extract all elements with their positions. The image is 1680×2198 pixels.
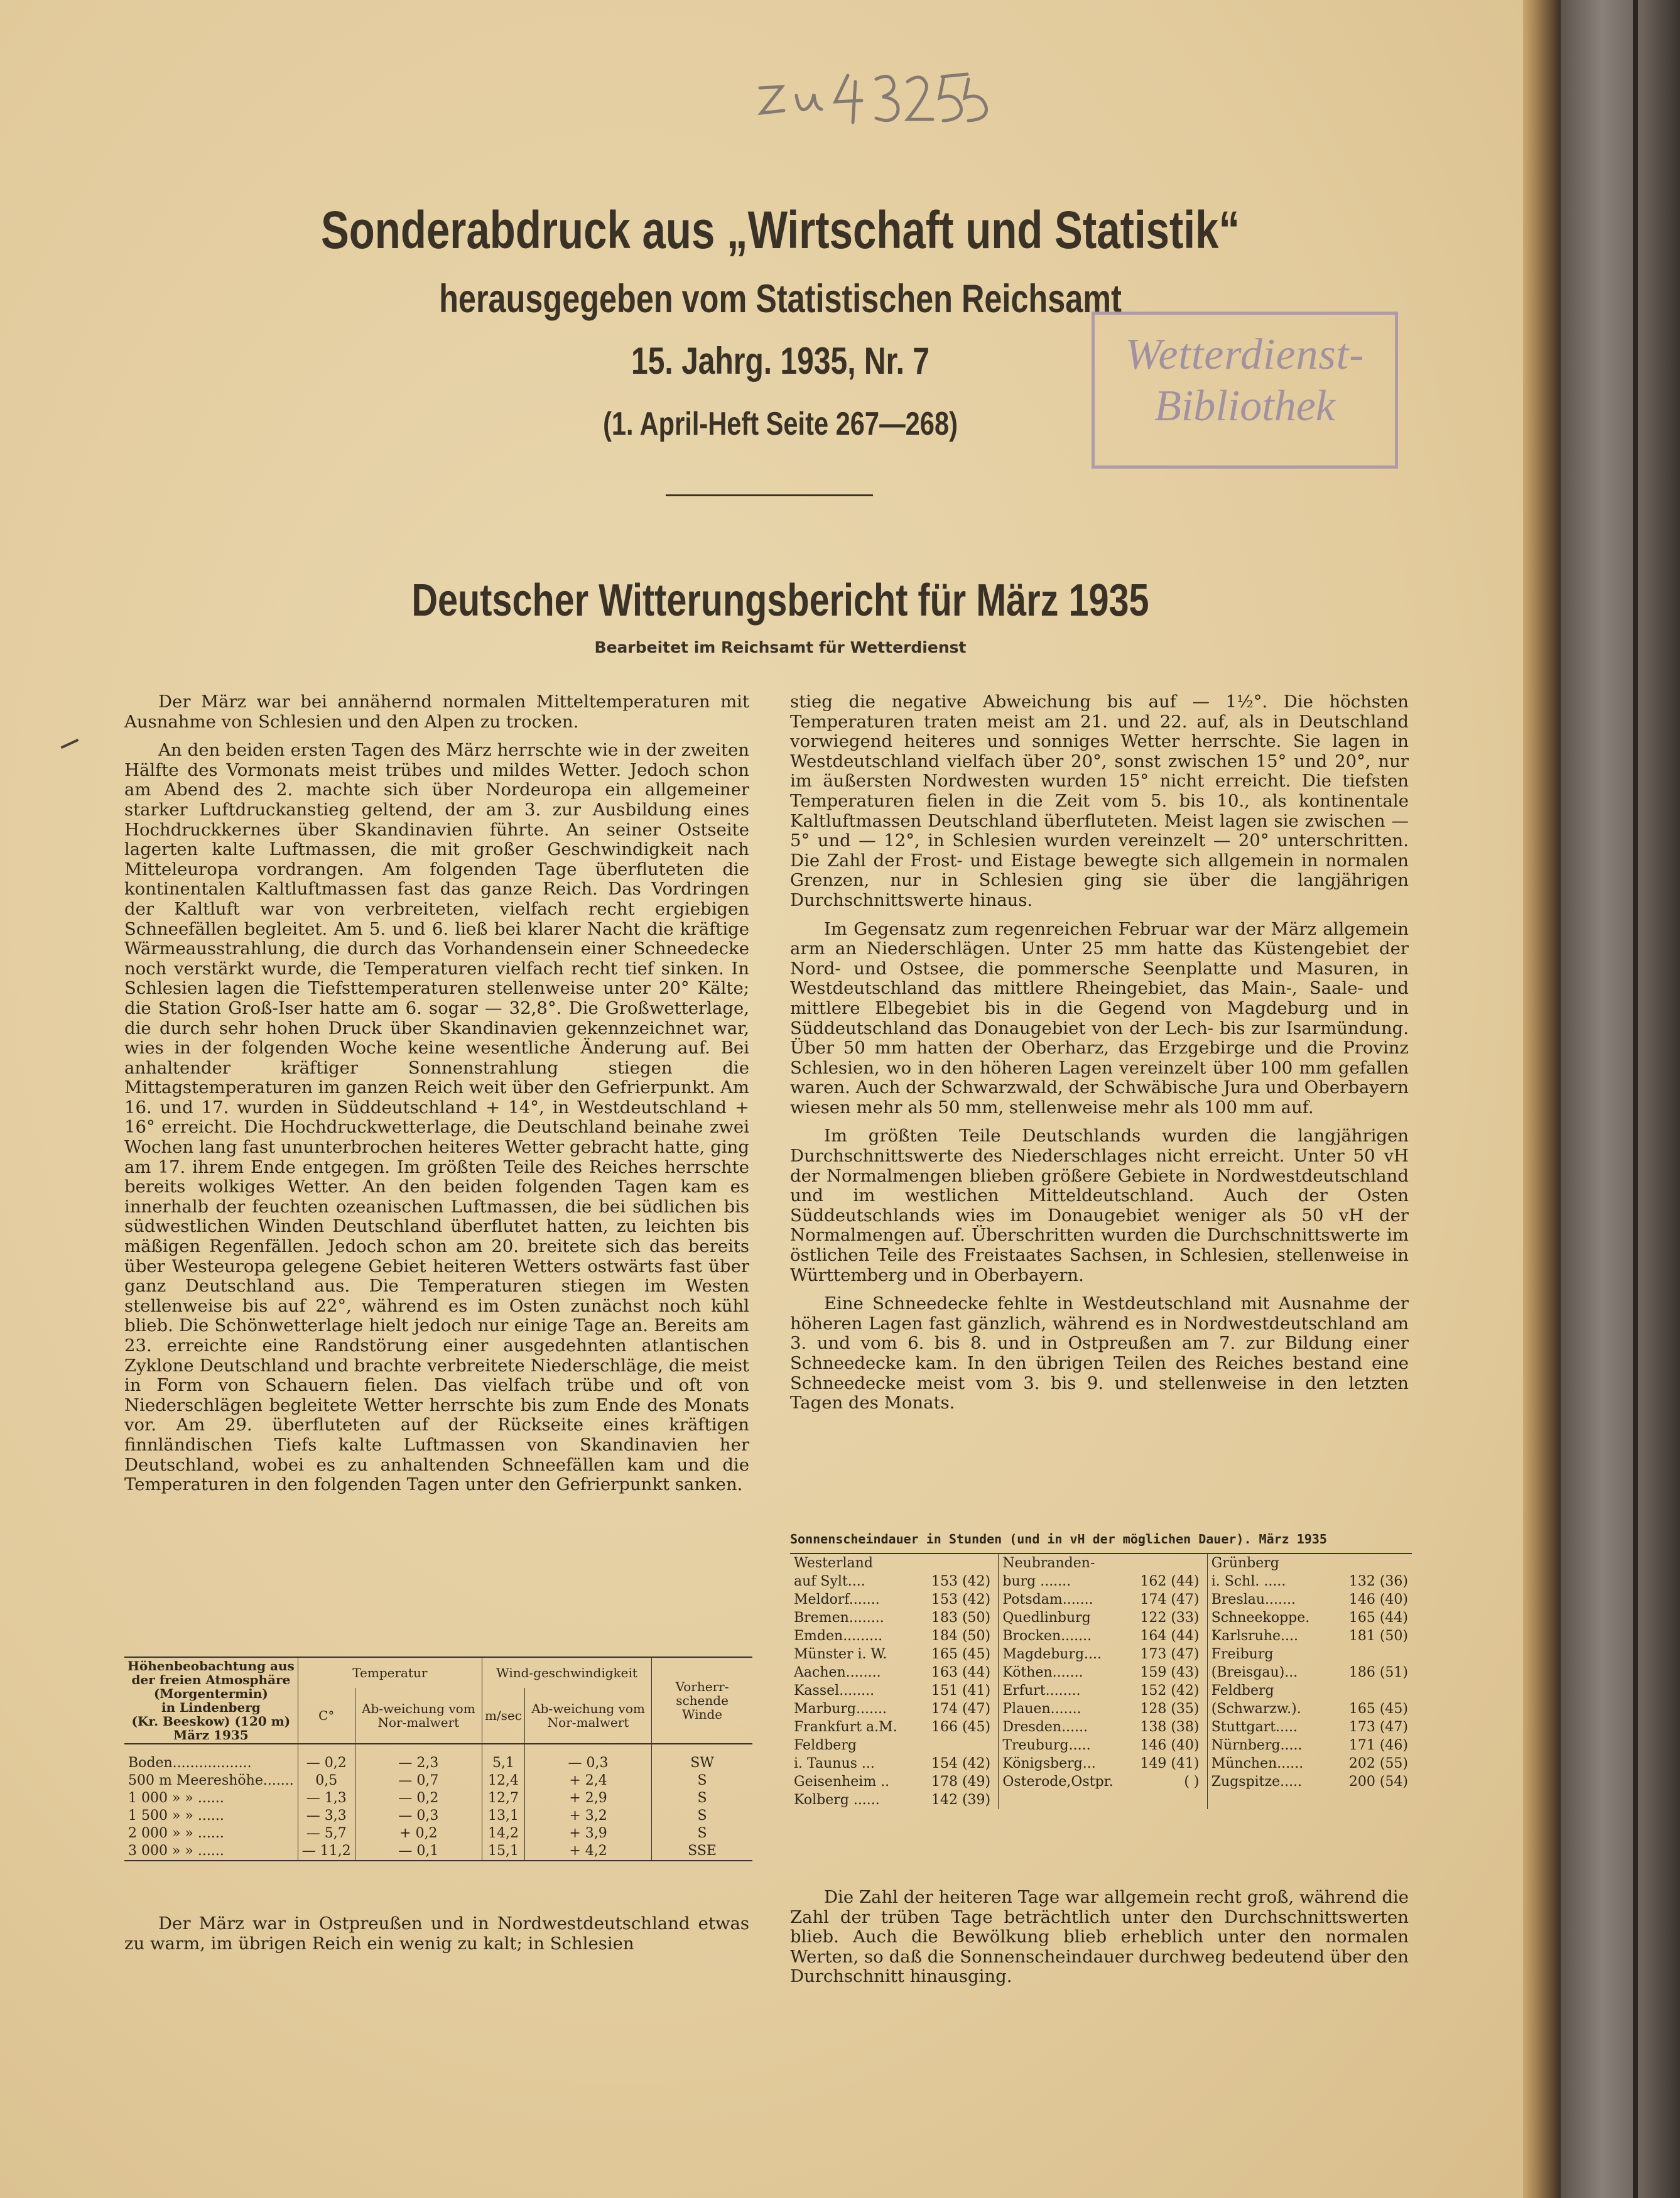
sunshine-value: 184 (50) bbox=[931, 1628, 991, 1644]
table-head-ms: m/sec bbox=[482, 1688, 524, 1744]
sunshine-value: 162 (44) bbox=[1140, 1574, 1200, 1589]
sunshine-value bbox=[1339, 1645, 1412, 1663]
stamp-line-1: Wetterdienst- bbox=[1125, 330, 1365, 379]
column-separator bbox=[1203, 1591, 1208, 1609]
sunshine-value: 166 (45) bbox=[931, 1719, 991, 1735]
sunshine-station: Emden......... bbox=[794, 1628, 883, 1644]
table-cell: 1 500 » » ...... bbox=[128, 1808, 224, 1824]
sunshine-value: 128 (35) bbox=[1140, 1701, 1200, 1717]
table-cell: S bbox=[652, 1825, 752, 1842]
sunshine-row bbox=[790, 1682, 1412, 1700]
column-separator bbox=[994, 1718, 999, 1736]
handwritten-note bbox=[747, 63, 992, 132]
table-cell: — 0,3 bbox=[524, 1755, 651, 1772]
sunshine-value bbox=[1339, 1554, 1412, 1572]
sunshine-station: Potsdam....... bbox=[1002, 1592, 1093, 1608]
column-separator bbox=[994, 1773, 999, 1791]
sunshine-value: 186 (51) bbox=[1348, 1665, 1408, 1680]
sunshine-value: 173 (47) bbox=[1348, 1719, 1408, 1735]
sunshine-value: 149 (41) bbox=[1140, 1756, 1200, 1771]
column-separator bbox=[1203, 1736, 1208, 1755]
table-cell: Boden.................. bbox=[128, 1755, 252, 1771]
sunshine-station: Münster i. W. bbox=[794, 1646, 887, 1662]
sunshine-value: ( ) bbox=[1184, 1774, 1200, 1790]
sunshine-station: i. Schl. ..... bbox=[1211, 1574, 1286, 1589]
table-cell: — 2,3 bbox=[355, 1755, 482, 1772]
table-cell: — 0,1 bbox=[355, 1842, 482, 1861]
sunshine-value: 165 (45) bbox=[931, 1646, 991, 1662]
table-cell: 0,5 bbox=[298, 1772, 355, 1790]
left-column-end bbox=[124, 1914, 749, 1954]
sunshine-value: 151 (41) bbox=[931, 1683, 991, 1699]
sunshine-station: Geisenheim .. bbox=[794, 1774, 890, 1790]
sunshine-station: Köthen....... bbox=[1002, 1665, 1083, 1680]
sunshine-station bbox=[1207, 1791, 1339, 1809]
stamp-line-2: Bibliothek bbox=[1154, 382, 1335, 430]
paragraph: Im größten Teile Deutschlands wurden die langjährigen Durchschnittswerte des Niederschlages nicht erreicht. Unter 50 vH der Normalmengen blieben größere Gebiete in Nordwestdeutschland und im westlichen Mitteldeutschland. Auch der Osten Süddeutschlands wies im Donaugebiet weniger als 50 vH der Normalmengen auf. Überschritten wurden die Durchschnittswerte im östlichen Teile des Freistaates Sachsen, in Schlesien, stellenweise in Württemberg und in Oberbayern. bbox=[790, 1126, 1409, 1285]
column-separator bbox=[1203, 1682, 1208, 1700]
sunshine-station: Erfurt........ bbox=[1002, 1683, 1081, 1699]
sunshine-row bbox=[790, 1663, 1412, 1682]
table-cell: + 3,9 bbox=[524, 1825, 651, 1842]
sunshine-station: Königsberg... bbox=[1002, 1756, 1096, 1771]
table-cell: 13,1 bbox=[482, 1807, 524, 1825]
sunshine-value: 183 (50) bbox=[931, 1610, 991, 1626]
sunshine-row bbox=[790, 1773, 1412, 1791]
library-stamp bbox=[1092, 312, 1398, 469]
column-separator bbox=[994, 1627, 999, 1645]
sunshine-value: 173 (47) bbox=[1140, 1646, 1200, 1662]
sunshine-value: 165 (44) bbox=[1348, 1610, 1408, 1626]
sunshine-station: Osterode,Ostpr. bbox=[1002, 1774, 1114, 1790]
table-row bbox=[124, 1842, 752, 1861]
table-head-prevailing: Vorherr-schende Winde bbox=[652, 1657, 752, 1744]
sunshine-value: 178 (49) bbox=[931, 1774, 991, 1790]
sunshine-value: 122 (33) bbox=[1140, 1610, 1200, 1626]
column-separator bbox=[1203, 1718, 1208, 1736]
table-cell: — 5,7 bbox=[298, 1825, 355, 1842]
sunshine-value: 174 (47) bbox=[931, 1701, 991, 1717]
sunshine-station: Breslau....... bbox=[1211, 1592, 1296, 1608]
report-subtitle: Bearbeitet im Reichsamt für Wetterdienst bbox=[594, 638, 967, 656]
sunshine-station: Aachen........ bbox=[794, 1665, 881, 1680]
sunshine-value: 181 (50) bbox=[1348, 1628, 1408, 1644]
sunshine-value: 174 (47) bbox=[1140, 1592, 1200, 1608]
table-cell: 12,7 bbox=[482, 1790, 524, 1807]
column-separator bbox=[994, 1700, 999, 1718]
table-cell: 1 000 » » ...... bbox=[128, 1790, 224, 1806]
table-head-line: März 1935 bbox=[173, 1727, 249, 1743]
table-row bbox=[124, 1825, 752, 1842]
page-edge bbox=[1523, 0, 1561, 2198]
table-head-line: in Lindenberg bbox=[161, 1700, 261, 1715]
table-cell: 500 m Meereshöhe....... bbox=[128, 1773, 294, 1788]
table-row bbox=[124, 1755, 752, 1772]
sunshine-station: Magdeburg.... bbox=[1002, 1646, 1102, 1662]
table-cell: — 3,3 bbox=[298, 1807, 355, 1825]
table-row bbox=[124, 1807, 752, 1825]
sunshine-station: Zugspitze..... bbox=[1211, 1774, 1303, 1790]
sunshine-value: 132 (36) bbox=[1348, 1574, 1408, 1589]
sunshine-row bbox=[790, 1554, 1412, 1572]
divider-rule bbox=[666, 494, 873, 496]
sunshine-station: Karlsruhe.... bbox=[1211, 1628, 1298, 1644]
table-head-temperature: Temperatur bbox=[298, 1657, 482, 1688]
sunshine-row bbox=[790, 1718, 1412, 1736]
sunshine-station: Meldorf....... bbox=[794, 1592, 880, 1608]
table-cell: SSE bbox=[652, 1842, 752, 1861]
header-line-1: Sonderabdruck aus „Wirtschaft und Statistik“ bbox=[320, 200, 1240, 259]
sunshine-station: München...... bbox=[1211, 1756, 1304, 1771]
sunshine-value bbox=[1339, 1791, 1412, 1809]
column-separator bbox=[994, 1645, 999, 1663]
paragraph: An den beiden ersten Tagen des März herrschte wie in der zweiten Hälfte des Vormonats meist trübes und mildes Wetter. Jedoch schon am Abend des 2. machte sich über Nordeuropa ein allgemeiner starker Luftdruckanstieg geltend, der am 3. zur Ausbildung eines Hochdruckkernes über Skandinavien führte. An seiner Ostseite lagerten kalte Luftmassen, die mit großer Geschwindigkeit nach Mitteleuropa vordrangen. Am folgenden Tage überfluteten die kontinentalen Kaltluftmassen fast das ganze Reich. Das Vordringen der Kaltluft war von verbreiteten, vielfach recht ergiebigen Schneefällen begleitet. Am 5. und 6. ließ bei klarer Nacht die kräftige Wärmeausstrahlung, die durch das Vorhandensein einer Schneedecke noch verstärkt wurde, die Temperaturen vielfach recht tief sinken. In Schlesien lagen die Tiefsttemperaturen stellenweise unter 20° Kälte; die Station Groß-Iser hatte am 6. sogar — 32,8°. Die Großwetterlage, die durch sehr hohen Druck über Skandinavien gekennzeichnet war, wies in der folgenden Woche keine wesentliche Änderung auf. Bei anhaltender kräftiger Sonnenstrahlung stiegen die Mittagstemperaturen im ganzen Reich weit über den Gefrierpunkt. Am 16. und 17. wurden in Süddeutschland + 14°, in Westdeutschland + 16° erreicht. Die Hochdruckwetterlage, die Deutschland beinahe zwei Wochen lang fast ununterbrochen heiteres Wetter gebracht hatte, ging am 17. ihrem Ende entgegen. Im größten Teile des Reiches herrschte bereits wolkiges Wetter. An den beiden folgenden Tagen kam es innerhalb der feuchten ozeanischen Luftmassen, die bei südlichen bis südwestlichen Winden Deutschland überflutet hatten, zu leichten bis mäßigen Regenfällen. Jedoch schon am 20. breitete sich das bereits über Westeuropa gelegene Gebiet heiteren Wetters ostwärts fast über ganz Deutschland aus. Die Temperaturen stiegen im Westen stellenweise bis auf 22°, während es im Osten zunächst noch kühl blieb. Die Schönwetterlage hielt jedoch nur einige Tage an. Bereits am 23. erreichte eine Randstörung einer ausgedehnten atlantischen Zyklone Deutschland und brachte verbreitete Niederschläge, die meist in Form von Schauern fielen. Das vielfach trübe und oft von Niederschlägen begleitete Wetter herrschte bis zum Ende des Monats vor. Am 29. überfluteten auf der Rückseite eines kräftigen finnländischen Tiefs kalte Luftmassen von Skandinavien her Deutschland, wobei es zu anhaltenden Schneefällen kam und die Temperaturen in den folgenden Tagen unter den Gefrierpunkt sanken. bbox=[124, 740, 749, 1495]
table-head-line: (Kr. Beeskow) (120 m) bbox=[131, 1714, 291, 1729]
column-separator bbox=[994, 1572, 999, 1591]
sunshine-station: Marburg....... bbox=[794, 1701, 887, 1717]
column-separator bbox=[1203, 1554, 1208, 1572]
sunshine-station: Grünberg bbox=[1211, 1555, 1279, 1571]
paragraph: Eine Schneedecke fehlte in Westdeutschland mit Ausnahme der höheren Lagen fast gänzlich, während es in Nordwestdeutschland am 3. und vom 6. bis 8. und in Ostpreußen am 7. zur Bildung einer Schneedecke kam. In den übrigen Teilen des Reiches bestand eine Schneedecke meist vom 3. bis 9. und stellenweise in den letzten Tagen des Monats. bbox=[790, 1293, 1409, 1413]
table-cell: 14,2 bbox=[482, 1825, 524, 1842]
table-head-deviation: Ab-weichung vom Nor-malwert bbox=[355, 1688, 482, 1744]
sunshine-row bbox=[790, 1700, 1412, 1718]
sunshine-station: Kassel........ bbox=[794, 1683, 875, 1699]
paragraph: Der März war in Ostpreußen und in Nordwestdeutschland etwas zu warm, im übrigen Reich ein wenig zu kalt; in Schlesien bbox=[124, 1913, 749, 1954]
sunshine-value: 164 (44) bbox=[1140, 1628, 1200, 1644]
sunshine-value: 171 (46) bbox=[1348, 1738, 1408, 1753]
sunshine-value: 138 (38) bbox=[1140, 1719, 1200, 1735]
paragraph: stieg die negative Abweichung bis auf — 1½°. Die höchsten Temperaturen traten meist am 21. und 22. auf, als in Deutschland vorwiegend heiteres und sonniges Wetter herrschte. Sie lagen in Westdeutschland vielfach über 20°, sonst zwischen 15° und 20°, nur im äußersten Nordwesten wurden 15° nicht erreicht. Die tiefsten Temperaturen fielen in die Zeit vom 5. bis 10., als kontinentale Kaltluftmassen Deutschland überfluteten. Meist lagen sie zwischen — 5° und — 12°, in Schlesien wurden vereinzelt — 20° unterschritten. Die Zahl der Frost- und Eistage bewegte sich allgemein in normalen Grenzen, nur in Schlesien ging sie über die langjährigen Durchschnittswerte hinaus. bbox=[790, 692, 1409, 910]
table-row bbox=[124, 1772, 752, 1790]
column-separator bbox=[994, 1609, 999, 1627]
handwritten-note-drawing bbox=[747, 63, 992, 132]
sunshine-row bbox=[790, 1736, 1412, 1755]
sunshine-value: 154 (42) bbox=[931, 1756, 991, 1771]
sunshine-station: i. Taunus ... bbox=[794, 1756, 875, 1771]
sunshine-row bbox=[790, 1755, 1412, 1773]
table-cell: S bbox=[652, 1772, 752, 1790]
sunshine-station: Bremen........ bbox=[794, 1610, 884, 1626]
column-separator bbox=[1203, 1627, 1208, 1645]
header-line-4: (1. April-Heft Seite 267—268) bbox=[603, 406, 958, 442]
sunshine-value: 200 (54) bbox=[1348, 1774, 1408, 1790]
sunshine-station: Feldberg bbox=[794, 1738, 857, 1753]
column-separator bbox=[994, 1682, 999, 1700]
table-head-line: der freien Atmosphäre bbox=[131, 1672, 291, 1687]
sunshine-station: Kolberg ...... bbox=[794, 1792, 880, 1808]
table-head-station bbox=[124, 1657, 298, 1744]
sunshine-value bbox=[921, 1736, 994, 1755]
sunshine-value: 159 (43) bbox=[1140, 1665, 1200, 1680]
sunshine-row bbox=[790, 1591, 1412, 1609]
binding-spine bbox=[1561, 0, 1680, 2198]
sunshine-station: Stuttgart..... bbox=[1211, 1719, 1298, 1735]
column-separator bbox=[1203, 1700, 1208, 1718]
sunshine-value bbox=[1130, 1554, 1203, 1572]
sunshine-station: Quedlinburg bbox=[1002, 1610, 1091, 1626]
table-head-celsius: C° bbox=[298, 1688, 355, 1744]
sunshine-value: 146 (40) bbox=[1348, 1592, 1408, 1608]
sunshine-station: Freiburg bbox=[1211, 1646, 1274, 1662]
sunshine-value: 153 (42) bbox=[931, 1592, 991, 1608]
column-separator bbox=[994, 1554, 999, 1572]
sunshine-title: Sonnenscheindauer in Stunden (und in vH der möglichen Dauer). März 1935 bbox=[790, 1532, 1327, 1547]
table-head-deviation: Ab-weichung vom Nor-malwert bbox=[524, 1688, 651, 1744]
sunshine-station: Feldberg bbox=[1211, 1683, 1274, 1699]
sunshine-value: 142 (39) bbox=[931, 1792, 991, 1808]
sunshine-station: Brocken....... bbox=[1002, 1628, 1092, 1644]
sunshine-value: 163 (44) bbox=[931, 1665, 991, 1680]
column-separator bbox=[994, 1591, 999, 1609]
table-cell: — 0,3 bbox=[355, 1807, 482, 1825]
column-separator bbox=[994, 1736, 999, 1755]
table-cell: — 0,2 bbox=[298, 1755, 355, 1772]
sunshine-station: (Schwarzw.). bbox=[1211, 1701, 1301, 1717]
binding-seam bbox=[1633, 0, 1638, 2198]
header-line-3: 15. Jahrg. 1935, Nr. 7 bbox=[631, 340, 929, 382]
table-row bbox=[124, 1790, 752, 1807]
table-cell: — 1,3 bbox=[298, 1790, 355, 1807]
table-cell: — 11,2 bbox=[298, 1842, 355, 1861]
sunshine-station: Dresden...... bbox=[1002, 1719, 1088, 1735]
sunshine-station: Westerland bbox=[794, 1555, 873, 1571]
sunshine-table bbox=[790, 1553, 1412, 1809]
column-separator bbox=[1203, 1572, 1208, 1591]
sunshine-row bbox=[790, 1627, 1412, 1645]
sunshine-value: 202 (55) bbox=[1348, 1756, 1408, 1771]
table-cell: — 0,2 bbox=[355, 1790, 482, 1807]
column-separator bbox=[1203, 1609, 1208, 1627]
sunshine-row bbox=[790, 1609, 1412, 1627]
sunshine-value: 153 (42) bbox=[931, 1574, 991, 1589]
sunshine-value: 165 (45) bbox=[1348, 1701, 1408, 1717]
column-separator bbox=[1203, 1773, 1208, 1791]
table-cell: 15,1 bbox=[482, 1842, 524, 1861]
sunshine-station: Plauen....... bbox=[1002, 1701, 1081, 1717]
margin-mark bbox=[61, 739, 79, 749]
sunshine-value bbox=[1130, 1791, 1203, 1809]
sunshine-row bbox=[790, 1645, 1412, 1663]
table-cell: + 3,2 bbox=[524, 1807, 651, 1825]
table-cell: + 2,4 bbox=[524, 1772, 651, 1790]
sunshine-station: Nürnberg..... bbox=[1211, 1738, 1303, 1753]
paragraph: Der März war bei annähernd normalen Mitteltemperaturen mit Ausnahme von Schlesien und den Alpen zu trocken. bbox=[124, 692, 749, 732]
column-separator bbox=[994, 1663, 999, 1682]
right-column bbox=[790, 692, 1409, 1413]
report-title: Deutscher Witterungsbericht für März 1935 bbox=[411, 575, 1149, 626]
sunshine-station: (Breisgau)... bbox=[1211, 1665, 1298, 1680]
column-separator bbox=[994, 1755, 999, 1773]
table-head-line: (Morgentermin) bbox=[153, 1686, 268, 1701]
sunshine-station: Frankfurt a.M. bbox=[794, 1719, 897, 1735]
column-separator bbox=[1203, 1791, 1208, 1809]
sunshine-station: Neubranden- bbox=[1002, 1555, 1095, 1571]
sunshine-row bbox=[790, 1572, 1412, 1591]
upper-air-table bbox=[124, 1657, 752, 1861]
table-cell: — 0,7 bbox=[355, 1772, 482, 1790]
column-separator bbox=[1203, 1645, 1208, 1663]
sunshine-value bbox=[921, 1554, 994, 1572]
sunshine-value: 146 (40) bbox=[1140, 1738, 1200, 1753]
column-separator bbox=[1203, 1755, 1208, 1773]
table-cell: S bbox=[652, 1807, 752, 1825]
sunshine-value bbox=[1339, 1682, 1412, 1700]
sunshine-station: burg ....... bbox=[1002, 1574, 1071, 1589]
table-cell: + 0,2 bbox=[355, 1825, 482, 1842]
sunshine-station: Schneekoppe. bbox=[1211, 1610, 1310, 1626]
table-cell: 3 000 » » ...... bbox=[128, 1843, 224, 1859]
left-column bbox=[124, 692, 749, 1495]
table-cell: SW bbox=[652, 1755, 752, 1772]
table-cell: S bbox=[652, 1790, 752, 1807]
column-separator bbox=[1203, 1663, 1208, 1682]
paragraph: Die Zahl der heiteren Tage war allgemein recht groß, während die Zahl der trüben Tage beträchtlich unter den Durchschnittswerten blieb. Auch die Bewölkung blieb erheblich unter den normalen Werten, so daß die Sonnenscheindauer durchweg bedeutend über den Durchschnitt hinausging. bbox=[790, 1887, 1409, 1987]
sunshine-row bbox=[790, 1791, 1412, 1809]
sunshine-value: 152 (42) bbox=[1140, 1683, 1200, 1699]
paragraph: Im Gegensatz zum regenreichen Februar war der März allgemein arm an Niederschlägen. Unter 25 mm hatte das Küstengebiet der Nord- und Ostsee, die pommersche Seenplatte und Masuren, in Westdeutschland das mittlere Rheingebiet, das Main-, Saale- und mittlere Elbegebiet bis in die Gegend von Magdeburg und in Süddeutschland das Donaugebiet von der Lech- bis zur Isarmündung. Über 50 mm hatten der Oberharz, das Erzgebirge und die Provinz Schlesien, wo in den höheren Lagen vereinzelt über 100 mm gefallen waren. Auch der Schwarzwald, der Schwäbische Jura und Oberbayern wiesen mehr als 50 mm, stellenweise mehr als 100 mm auf. bbox=[790, 918, 1409, 1118]
sunshine-station: auf Sylt.... bbox=[794, 1574, 865, 1589]
sunshine-station: Treuburg..... bbox=[1002, 1738, 1091, 1753]
right-column-end bbox=[790, 1888, 1409, 1987]
table-cell: 5,1 bbox=[482, 1755, 524, 1772]
table-head-wind: Wind-geschwindigkeit bbox=[482, 1657, 651, 1688]
table-cell: 2 000 » » ...... bbox=[128, 1825, 224, 1841]
sunshine-station bbox=[999, 1791, 1130, 1809]
table-cell: 12,4 bbox=[482, 1772, 524, 1790]
table-cell: + 2,9 bbox=[524, 1790, 651, 1807]
header-line-2: herausgegeben vom Statistischen Reichsamt bbox=[439, 277, 1122, 321]
column-separator bbox=[994, 1791, 999, 1809]
table-head-line: Höhenbeobachtung aus bbox=[127, 1658, 295, 1673]
table-cell: + 4,2 bbox=[524, 1842, 651, 1861]
